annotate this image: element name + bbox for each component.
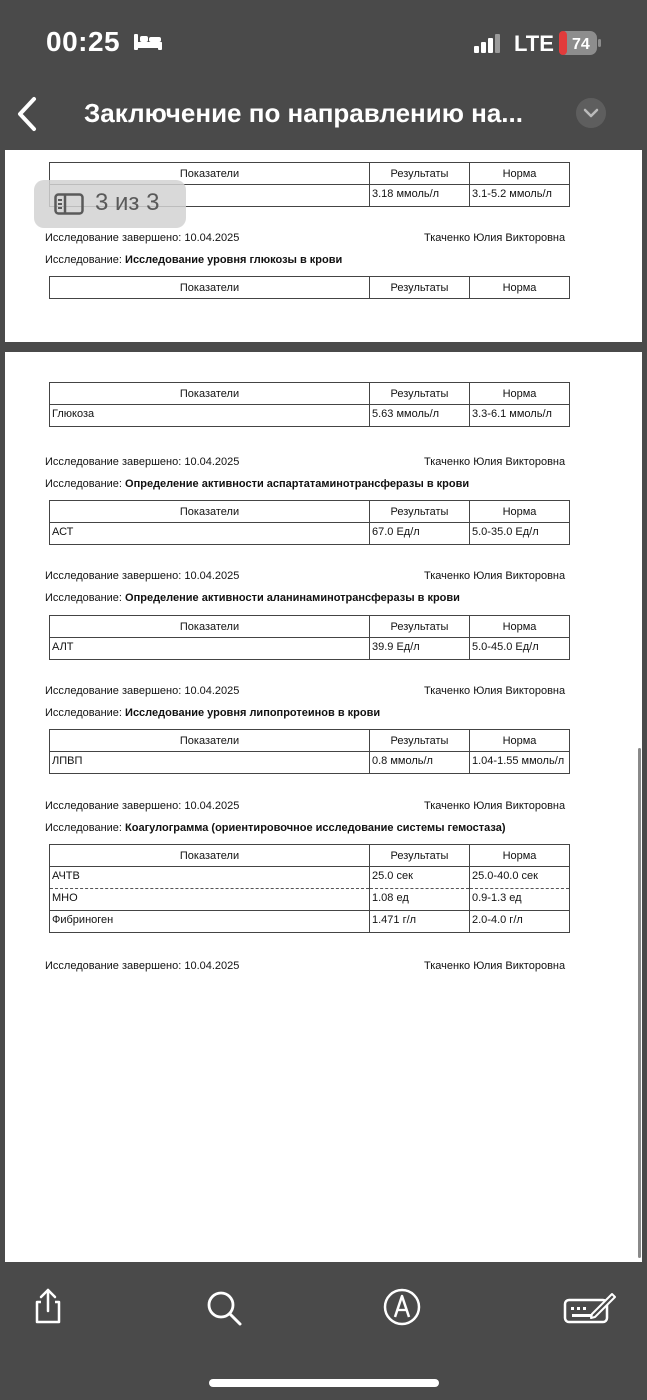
col-header-norm: Норма [470,501,570,523]
nav-bar [0,84,647,148]
document-title: Заключение по направлению на... [84,98,523,128]
col-header-norm: Норма [470,730,570,752]
table-row [50,405,570,427]
row-name: МНО [50,889,370,911]
row-name: Глюкоза [50,405,370,427]
row-result: 0.8 ммоль/л [370,752,470,774]
row-result: 5.63 ммоль/л [370,405,470,427]
back-chevron-icon[interactable] [12,94,42,134]
page-indicator-label: 3 из 3 [95,189,160,216]
completed-date: Исследование завершено: 10.04.2025 [45,232,240,244]
table-row [50,911,570,933]
row-norm: 25.0-40.0 сек [470,867,570,889]
doctor-name: Ткаченко Юлия Викторовна [424,685,566,697]
row-norm: 3.1-5.2 ммоль/л [470,185,570,207]
row-result: 67.0 Ед/л [370,523,470,545]
row-result: 3.18 ммоль/л [370,185,470,207]
sidebar-icon [54,193,84,215]
status-bar [0,0,647,84]
results-table-lipoproteins [49,729,570,774]
home-indicator[interactable] [209,1379,439,1387]
study-title: Исследование: Коагулограмма (ориентировочное исследование системы гемостаза) [45,822,506,834]
results-table-ast [49,500,570,545]
col-header-indicator: Показатели [50,163,370,185]
col-header-indicator: Показатели [50,383,370,405]
col-header-result: Результаты [370,730,470,752]
col-header-norm: Норма [470,845,570,867]
row-result: 1.08 ед [370,889,470,911]
doctor-name: Ткаченко Юлия Викторовна [424,800,566,812]
completed-date: Исследование завершено: 10.04.2025 [45,570,240,582]
col-header-norm: Норма [470,383,570,405]
row-norm: 2.0-4.0 г/л [470,911,570,933]
markup-icon[interactable] [382,1287,422,1327]
completed-date: Исследование завершено: 10.04.2025 [45,685,240,697]
chevron-down-icon[interactable] [576,98,606,128]
table-row [50,889,570,911]
col-header-result: Результаты [370,163,470,185]
row-result: 25.0 сек [370,867,470,889]
table-row [50,752,570,774]
battery-level: 74 [572,36,590,53]
results-table-glucose [49,382,570,427]
row-norm: 0.9-1.3 ед [470,889,570,911]
doctor-name: Ткаченко Юлия Викторовна [424,232,566,244]
study-title: Исследование: Определение активности аланинаминотрансферазы в крови [45,592,460,604]
col-header-indicator: Показатели [50,277,370,299]
col-header-indicator: Показатели [50,845,370,867]
scroll-indicator[interactable] [638,748,641,1258]
col-header-norm: Норма [470,277,570,299]
row-name: АЛТ [50,638,370,660]
completed-date: Исследование завершено: 10.04.2025 [45,800,240,812]
table-row [50,523,570,545]
cellular-signal-icon [474,33,502,53]
share-icon[interactable] [28,1286,68,1326]
row-norm: 1.04-1.55 ммоль/л [470,752,570,774]
sleep-focus-icon [132,30,164,54]
col-header-indicator: Показатели [50,730,370,752]
keyboard-signature-icon[interactable] [562,1288,616,1328]
study-title: Исследование: Исследование уровня липопротеинов в крови [45,707,381,719]
row-name: ЛПВП [50,752,370,774]
col-header-indicator: Показатели [50,501,370,523]
col-header-result: Результаты [370,383,470,405]
col-header-indicator: Показатели [50,616,370,638]
table-row [50,638,570,660]
page-gap [5,342,642,352]
col-header-norm: Норма [470,163,570,185]
network-type: LTE [514,31,554,56]
study-title: Исследование: Исследование уровня глюкозы в крови [45,254,343,266]
row-norm: 3.3-6.1 ммоль/л [470,405,570,427]
battery-icon [558,30,602,56]
completed-date: Исследование завершено: 10.04.2025 [45,456,240,468]
results-table-glucose-header [49,276,570,299]
results-table-alt [49,615,570,660]
row-norm: 5.0-35.0 Ед/л [470,523,570,545]
col-header-result: Результаты [370,616,470,638]
completed-date: Исследование завершено: 10.04.2025 [45,960,240,972]
row-name: АЧТВ [50,867,370,889]
status-time: 00:25 [46,26,121,57]
row-norm: 5.0-45.0 Ед/л [470,638,570,660]
col-header-norm: Норма [470,616,570,638]
doctor-name: Ткаченко Юлия Викторовна [424,960,566,972]
col-header-result: Результаты [370,501,470,523]
row-name: Фибриноген [50,911,370,933]
results-table-coagulogram [49,844,570,933]
page-indicator[interactable] [34,180,186,228]
doctor-name: Ткаченко Юлия Викторовна [424,456,566,468]
search-icon[interactable] [204,1288,244,1328]
col-header-result: Результаты [370,845,470,867]
doctor-name: Ткаченко Юлия Викторовна [424,570,566,582]
table-row [50,867,570,889]
col-header-result: Результаты [370,277,470,299]
row-name: АСТ [50,523,370,545]
row-result: 1.471 г/л [370,911,470,933]
row-result: 39.9 Ед/л [370,638,470,660]
study-title: Исследование: Определение активности аспартатаминотрансферазы в крови [45,478,470,490]
